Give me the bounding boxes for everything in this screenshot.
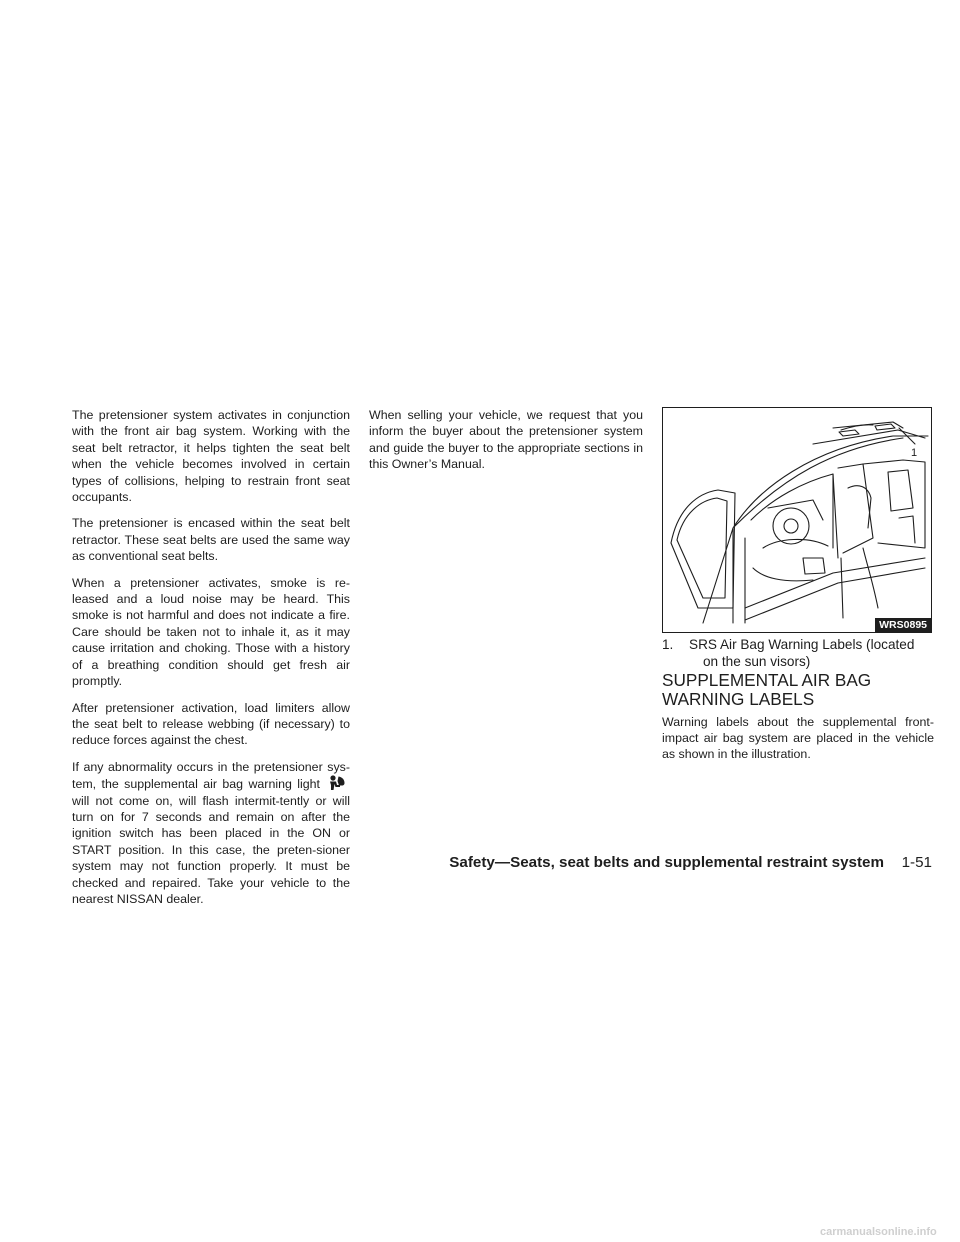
paragraph-load-limiters: After pretensioner activation, load limiters allow the seat belt to release webbing (if necessary) to reduce forces against the chest. — [72, 700, 350, 748]
abnormality-text-start: If any abnormality occurs in the pretensioner sys-tem, the supplemental air bag warning light — [72, 759, 350, 792]
paragraph-pretensioner-activation: The pretensioner system activates in conjunction with the front air bag system. Working with the seat belt retractor, it helps tighten the seat belt when the vehicle becomes involved in certain types of collisions, helping to restrain front seat occupants. — [72, 408, 350, 505]
air-bag-warning-icon — [326, 775, 346, 791]
page-number: 1-51 — [901, 854, 932, 871]
caption-number: 1. — [662, 637, 674, 652]
airbag-label-illustration — [662, 407, 932, 633]
heading-line-2: WARNING LABELS — [662, 689, 815, 709]
warning-labels-paragraph: Warning labels about the supplemental front-impact air bag system are placed in the vehicle as shown in the illustration. — [662, 715, 934, 761]
caption-line-1: SRS Air Bag Warning Labels (located — [689, 637, 915, 652]
abnormality-text-end: will not come on, will flash intermit-tently or will turn on for 7 seconds and remain on after the ignition switch has been placed in the ON or START position. In this case, the preten-sioner system may not function properly. It must be checked and repaired. Take your vehicle to the nearest NISSAN dealer. — [72, 793, 350, 906]
caption-line-2: on the sun visors) — [703, 654, 811, 669]
heading-line-1: SUPPLEMENTAL AIR BAG — [662, 670, 872, 690]
watermark: carmanualsonline.info — [820, 1226, 937, 1238]
callout-number: 1 — [911, 447, 918, 459]
figure-code: WRS0895 — [875, 618, 931, 632]
car-interior-drawing — [663, 408, 931, 632]
page-footer — [0, 854, 960, 876]
figure-caption — [662, 636, 947, 670]
left-column — [72, 407, 350, 917]
paragraph-pretensioner-encased: The pretensioner is encased within the seat belt retractor. These seat belts are used the same way as conventional seat belts. — [72, 516, 350, 564]
paragraph-abnormality — [72, 759, 350, 908]
footer-section-title: Safety—Seats, seat belts and supplemental restraint system — [449, 854, 884, 871]
paragraph-selling-vehicle: When selling your vehicle, we request that you inform the buyer about the pretensioner system and guide the buyer to the appropriate sections in this Owner’s Manual. — [369, 408, 643, 472]
section-heading — [662, 671, 942, 709]
middle-column — [369, 407, 643, 483]
paragraph-smoke-warning: When a pretensioner activates, smoke is re-leased and a loud noise may be heard. This smoke is not harmful and does not indicate a fire. Care should be taken not to inhale it, as it may cause irritation and choking. Those with a history of a breathing condition should get fresh air promptly. — [72, 575, 350, 689]
